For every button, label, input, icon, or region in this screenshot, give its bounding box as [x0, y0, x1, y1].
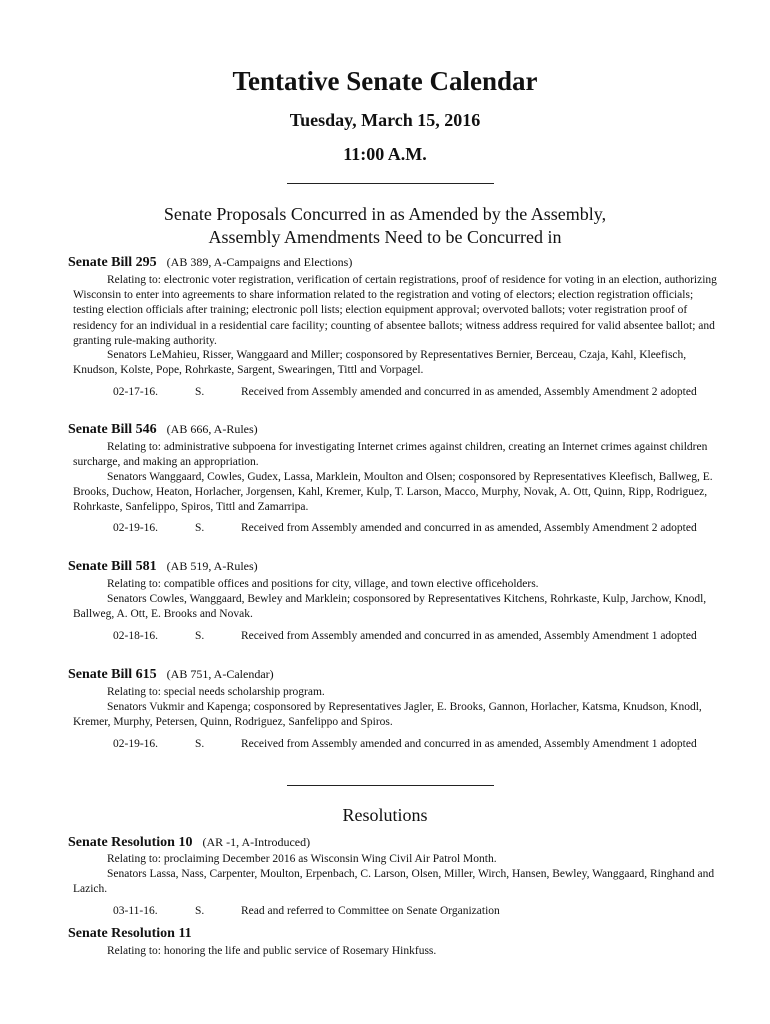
resolution-ref: (AR -1, A-Introduced) [202, 835, 311, 849]
resolution-relating: Relating to: honoring the life and public service of Rosemary Hinkfuss. [107, 945, 437, 957]
action-date: 03-11-16. [113, 905, 158, 917]
bill-relating: Relating to: compatible offices and positions for city, village, and town elective officeholders. [107, 578, 539, 590]
action-text: Received from Assembly amended and concurred in as amended, Assembly Amendment 2 adopted [241, 522, 697, 534]
resolution-sponsors: Senators Lassa, Nass, Carpenter, Moulton, Erpenbach, C. Larson, Olsen, Miller, Wirch, Hansen, Bewley, Wanggaard, Ringhand and Lazich. [73, 868, 715, 896]
action-house: S. [195, 630, 205, 642]
bill-ref: (AB 519, A-Rules) [166, 559, 258, 573]
action-date: 02-18-16. [113, 630, 159, 642]
action-text: Received from Assembly amended and concurred in as amended, Assembly Amendment 1 adopted [241, 630, 697, 642]
action-date: 02-17-16. [113, 386, 159, 398]
bill-relating: Relating to: special needs scholarship program. [107, 686, 325, 698]
section-heading: Senate Proposals Concurred in as Amended by the Assembly, Assembly Amendments Need to be Concurred in [163, 204, 607, 247]
action-house: S. [195, 738, 205, 750]
bill-ref: (AB 666, A-Rules) [166, 422, 258, 436]
bill-heading [68, 667, 274, 683]
action-house: S. [195, 386, 205, 398]
resolution-name[interactable]: Senate Resolution 10 [68, 835, 193, 850]
bill-ref: (AB 751, A-Calendar) [166, 667, 274, 681]
resolution-name[interactable]: Senate Resolution 11 [68, 926, 192, 941]
bill-heading [68, 559, 258, 575]
divider [287, 183, 494, 184]
resolutions-heading: Resolutions [342, 805, 428, 825]
action-house: S. [195, 522, 205, 534]
bill-name[interactable]: Senate Bill 295 [68, 255, 157, 270]
resolution-relating: Relating to: proclaiming December 2016 as Wisconsin Wing Civil Air Patrol Month. [107, 853, 497, 865]
bill-ref: (AB 389, A-Campaigns and Elections) [166, 255, 353, 269]
action-date: 02-19-16. [113, 522, 159, 534]
action-house: S. [195, 905, 205, 917]
bill-relating: Relating to: electronic voter registration, verification of certain registrations, proof of residence for voting in an election, authorizing Wisconsin to enter into agreements to share information related to the registration and voting of electors; election registration officials; testing election officials after training; electronic poll lists; election equipment approval; overvoted ballots; voter registration proof of residency for an individual in a residential care facility; counting of absentee ballots; witness address required for valid absentee ballot; and granting rule-making authority. [73, 274, 717, 347]
resolution-heading [68, 835, 310, 851]
bill-name[interactable]: Senate Bill 581 [68, 559, 157, 574]
bill-sponsors: Senators Cowles, Wanggaard, Bewley and Marklein; cosponsored by Representatives Kitchens, Rohrkaste, Kulp, Jarchow, Knodl, Ballweg, A. Ott, E. Brooks and Novak. [73, 593, 707, 621]
bill-sponsors: Senators Vukmir and Kapenga; cosponsored by Representatives Jagler, E. Brooks, Gannon, Horlacher, Katsma, Knudson, Knodl, Kremer, Murphy, Petersen, Quinn, Rodriguez, Sanfelippo and Spiros. [73, 701, 702, 729]
action-text: Read and referred to Committee on Senate Organization [241, 905, 500, 917]
bill-sponsors: Senators Wanggaard, Cowles, Gudex, Lassa, Marklein, Moulton and Olsen; cosponsored by Representatives Kleefisch, Ballweg, E. Brooks, Duchow, Heaton, Horlacher, Jorgensen, Kahl, Kremer, Kulp, T. Larson, Macco, Murphy, Novak, A. Ott, Quinn, Ripp, Rodriguez, Rohrkaste, Sanfelippo, Spiros, Tittl and Zamarripa. [73, 471, 713, 514]
bill-heading [68, 422, 258, 438]
bill-heading [68, 255, 352, 271]
action-text: Received from Assembly amended and concurred in as amended, Assembly Amendment 1 adopted [241, 738, 697, 750]
bill-name[interactable]: Senate Bill 546 [68, 422, 157, 437]
action-text: Received from Assembly amended and concurred in as amended, Assembly Amendment 2 adopted [241, 386, 697, 398]
bill-relating: Relating to: administrative subpoena for investigating Internet crimes against children, creating an Internet crimes against children surcharge, and making an appropriation. [73, 441, 708, 469]
bill-name[interactable]: Senate Bill 615 [68, 667, 157, 682]
calendar-date: Tuesday, March 15, 2016 [289, 110, 481, 130]
calendar-time: 11:00 A.M. [343, 144, 427, 164]
bill-sponsors: Senators LeMahieu, Risser, Wanggaard and Miller; cosponsored by Representatives Bernier, Berceau, Czaja, Kahl, Kleefisch, Knudson, Kolste, Pope, Rohrkaste, Sargent, Swearingen, Tittl and Vorpagel. [73, 349, 687, 377]
divider [287, 785, 494, 786]
page-title: Tentative Senate Calendar [232, 66, 538, 96]
action-date: 02-19-16. [113, 738, 159, 750]
resolution-heading [68, 926, 192, 942]
